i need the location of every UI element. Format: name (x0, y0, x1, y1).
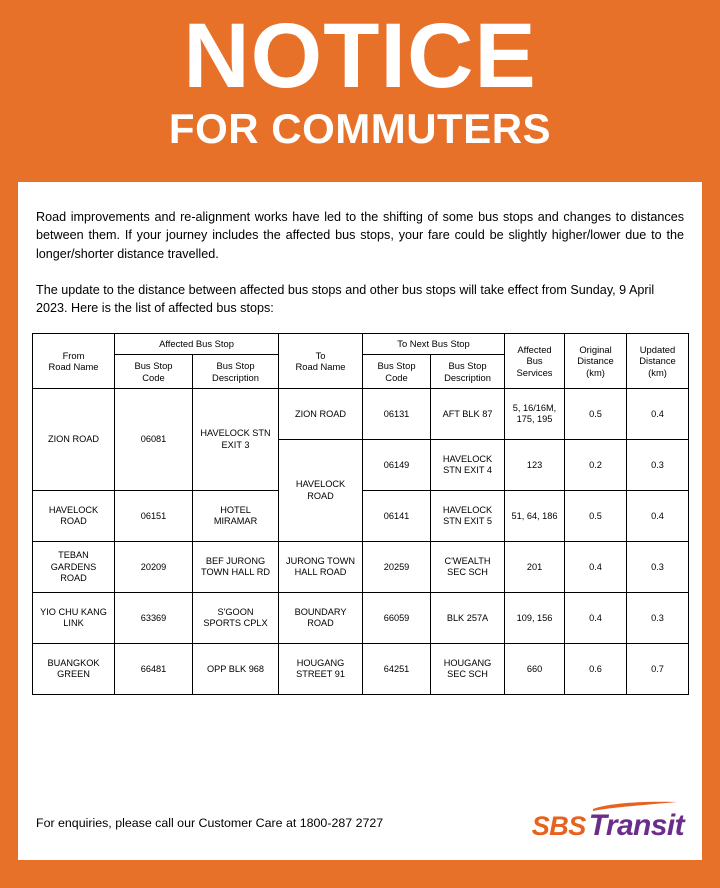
cell-next-bus-stop-code: 06149 (363, 440, 431, 491)
col-header-next-bus-stop-description: Bus Stop Description (431, 355, 505, 389)
cell-to-road-name: JURONG TOWN HALL ROAD (279, 542, 363, 593)
col-header-next-bus-stop-code: Bus Stop Code (363, 355, 431, 389)
col-header-from-road-name: From Road Name (33, 334, 115, 389)
cell-bus-stop-description: S'GOON SPORTS CPLX (193, 593, 279, 644)
cell-original-distance: 0.4 (565, 542, 627, 593)
cell-from-road-name: ZION ROAD (33, 389, 115, 491)
table-row (33, 644, 689, 695)
col-group-affected-bus-stop: Affected Bus Stop (115, 334, 279, 355)
col-header-to-road-name: To Road Name (279, 334, 363, 389)
cell-next-bus-stop-description: BLK 257A (431, 593, 505, 644)
cell-bus-stop-description: HAVELOCK STN EXIT 3 (193, 389, 279, 491)
col-header-original-distance: Original Distance (km) (565, 334, 627, 389)
cell-next-bus-stop-code: 66059 (363, 593, 431, 644)
cell-next-bus-stop-code: 64251 (363, 644, 431, 695)
table-row (33, 593, 689, 644)
col-header-affected-bus-stop-code: Bus Stop Code (115, 355, 193, 389)
cell-bus-stop-code: 20209 (115, 542, 193, 593)
page-title: NOTICE (183, 5, 537, 107)
col-header-affected-bus-services: Affected Bus Services (505, 334, 565, 389)
poster-footer (18, 786, 702, 860)
cell-from-road-name: YIO CHU KANG LINK (33, 593, 115, 644)
notice-sheet (18, 182, 702, 860)
cell-from-road-name: HAVELOCK ROAD (33, 491, 115, 542)
cell-bus-stop-description: OPP BLK 968 (193, 644, 279, 695)
cell-next-bus-stop-description: HAVELOCK STN EXIT 4 (431, 440, 505, 491)
cell-original-distance: 0.5 (565, 491, 627, 542)
cell-updated-distance: 0.3 (627, 542, 689, 593)
cell-bus-stop-code: 06081 (115, 389, 193, 491)
cell-affected-bus-services: 51, 64, 186 (505, 491, 565, 542)
logo-transit-wrap (589, 809, 684, 843)
cell-next-bus-stop-description: HAVELOCK STN EXIT 5 (431, 491, 505, 542)
cell-next-bus-stop-code: 06131 (363, 389, 431, 440)
page-subtitle: FOR COMMUTERS (168, 104, 552, 152)
cell-original-distance: 0.5 (565, 389, 627, 440)
cell-next-bus-stop-code: 20259 (363, 542, 431, 593)
cell-original-distance: 0.6 (565, 644, 627, 695)
cell-next-bus-stop-description: AFT BLK 87 (431, 389, 505, 440)
table-head (33, 334, 689, 389)
col-header-affected-bus-stop-description: Bus Stop Description (193, 355, 279, 389)
cell-original-distance: 0.4 (565, 593, 627, 644)
cell-affected-bus-services: 109, 156 (505, 593, 565, 644)
cell-updated-distance: 0.4 (627, 491, 689, 542)
cell-bus-stop-code: 06151 (115, 491, 193, 542)
cell-next-bus-stop-description: HOUGANG SEC SCH (431, 644, 505, 695)
swoosh-icon (593, 802, 677, 811)
affected-bus-stops-table (32, 333, 689, 695)
cell-original-distance: 0.2 (565, 440, 627, 491)
cell-updated-distance: 0.3 (627, 593, 689, 644)
cell-updated-distance: 0.4 (627, 389, 689, 440)
intro-paragraph-1: Road improvements and re-alignment works have led to the shifting of some bus stops and changes to distances between them. If your journey includes the affected bus stops, your fare could be slightly higher/lower due to the longer/shorter distance travelled. (36, 210, 684, 261)
table-body (33, 389, 689, 695)
enquiry-text: For enquiries, please call our Customer Care at 1800-287 2727 (36, 816, 384, 830)
logo-transit-text: Transit (588, 809, 684, 842)
cell-from-road-name: TEBAN GARDENS ROAD (33, 542, 115, 593)
cell-from-road-name: BUANGKOK GREEN (33, 644, 115, 695)
cell-bus-stop-description: BEF JURONG TOWN HALL RD (193, 542, 279, 593)
cell-affected-bus-services: 5, 16/16M, 175, 195 (505, 389, 565, 440)
cell-next-bus-stop-code: 06141 (363, 491, 431, 542)
intro-paragraph-2: The update to the distance between affected bus stops and other bus stops will take effect from Sunday, 9 April 2023. Here is the list of affected bus stops: (36, 282, 655, 315)
cell-affected-bus-services: 201 (505, 542, 565, 593)
col-group-to-next-bus-stop: To Next Bus Stop (363, 334, 505, 355)
cell-updated-distance: 0.7 (627, 644, 689, 695)
col-header-updated-distance: Updated Distance (km) (627, 334, 689, 389)
cell-next-bus-stop-description: C'WEALTH SEC SCH (431, 542, 505, 593)
logo-sbs-text: SBS (531, 810, 586, 841)
table-group-header-row (33, 334, 689, 355)
cell-bus-stop-description: HOTEL MIRAMAR (193, 491, 279, 542)
sbs-transit-logo (532, 803, 684, 843)
cell-affected-bus-services: 123 (505, 440, 565, 491)
cell-updated-distance: 0.3 (627, 440, 689, 491)
cell-to-road-name: HOUGANG STREET 91 (279, 644, 363, 695)
poster-header (0, 0, 720, 182)
cell-bus-stop-code: 66481 (115, 644, 193, 695)
cell-to-road-name: BOUNDARY ROAD (279, 593, 363, 644)
cell-to-road-name: HAVELOCK ROAD (279, 440, 363, 542)
cell-affected-bus-services: 660 (505, 644, 565, 695)
cell-bus-stop-code: 63369 (115, 593, 193, 644)
table-row (33, 542, 689, 593)
table-row (33, 389, 689, 440)
cell-to-road-name: ZION ROAD (279, 389, 363, 440)
